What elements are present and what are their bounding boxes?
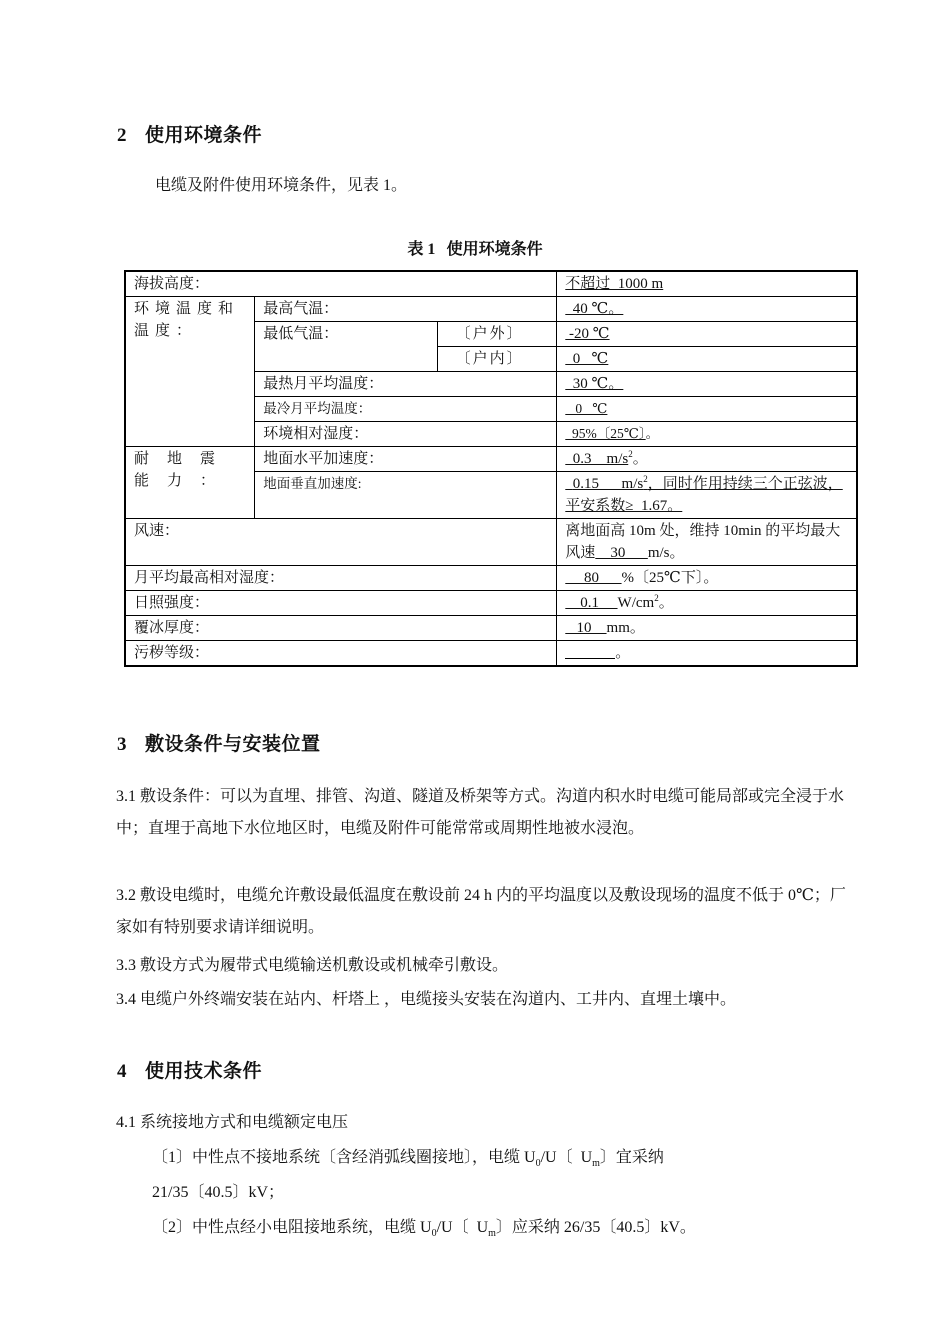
table-cell: 95%〔25℃〕。 (557, 422, 857, 447)
paragraph-3-3: 3.3 敷设方式为履带式电缆输送机敷设或机械牵引敷设。 (116, 957, 509, 974)
table-cell: 月平均最高相对湿度： (125, 566, 557, 591)
table-cell: 〔户内〕 (437, 347, 557, 372)
paragraph-3-2: 3.2 敷设电缆时，电缆允许敷设最低温度在敷设前 24 h 内的平均温度以及敷设现场的温度不低于 0℃；厂家如有特别要求请详细说明。 (116, 887, 846, 936)
blank-underline (565, 644, 615, 659)
table-row (125, 641, 857, 667)
table-row (125, 519, 857, 566)
table-cell: 污秽等级： (125, 641, 557, 667)
section-2-heading: 2 使用环境条件 (117, 124, 263, 146)
list-item: 〔1〕中性点不接地系统〔含经消弧线圈接地〕，电缆 $U_0/U$〔 $U_m$〕宜采纳 (152, 1149, 664, 1170)
table-cell: 环境相对湿度： (255, 422, 557, 447)
table-cell: 0.1 $W/cm^2$。 (557, 591, 857, 616)
table-cell: 离地面高 10m 处，维持 10min 的平均最大风速 30 m/s。 (557, 519, 857, 566)
table-cell: 耐地震能力： (125, 447, 255, 519)
table-caption: 表 1 使用环境条件 (407, 239, 543, 258)
table-row (125, 591, 857, 616)
section-3-heading: 3 敷设条件与安装位置 (117, 733, 321, 755)
table-cell: 不超过 1000 m (557, 271, 857, 297)
table-cell: 10 mm。 (557, 616, 857, 641)
table-cell: 最高气温： (255, 297, 557, 322)
table-cell: 。 (557, 641, 857, 667)
table-row (125, 297, 857, 322)
table-cell: 0.3 $m/s^2$。 (557, 447, 857, 472)
table-cell: 最冷月平均温度： (255, 397, 557, 422)
table-cell: 0.15 $m/s^2$，同时作用持续三个正弦波，平安系数≥ 1.67。 (557, 472, 857, 519)
table-cell: 最热月平均温度： (255, 372, 557, 397)
table-cell: 0 ℃ (557, 397, 857, 422)
paragraph-3-4: 3.4 电缆户外终端安装在站内、杆塔上 ，电缆接头安装在沟道内、工井内、直埋土壤中。 (116, 991, 737, 1008)
table-cell: 海拔高度： (125, 271, 557, 297)
table-row (125, 616, 857, 641)
section-4-heading: 4 使用技术条件 (117, 1060, 263, 1082)
table-cell: 0 ℃ (557, 347, 857, 372)
table-cell: 地面垂直加速度: (255, 472, 557, 519)
table-row (125, 566, 857, 591)
intro-paragraph: 电缆及附件使用环境条件，见表 1。 (155, 177, 408, 194)
paragraph-3-1: 3.1 敷设条件：可以为直埋、排管、沟道、隧道及桥架等方式。沟道内积水时电缆可能局部或完全浸于水中；直埋于高地下水位地区时，电缆及附件可能常常或周期性地被水浸泡。 (116, 788, 845, 837)
table-row (125, 271, 857, 297)
table-cell: 80 %〔25℃下〕。 (557, 566, 857, 591)
list-item: 〔2〕中性点经小电阻接地系统，电缆 $U_0/U$〔 $U_m$〕应采纳 26/35〔40.5〕kV。 (152, 1219, 696, 1240)
table-cell: 最低气温： (255, 322, 437, 372)
environment-table (124, 270, 858, 667)
table-cell: 30 ℃。 (557, 372, 857, 397)
table-cell: 地面水平加速度： (255, 447, 557, 472)
table-cell: -20 ℃ (557, 322, 857, 347)
table-cell: 〔户外〕 (437, 322, 557, 347)
table-cell: 日照强度： (125, 591, 557, 616)
list-item-continuation: 21/35〔40.5〕kV； (152, 1184, 285, 1201)
table-cell: 40 ℃。 (557, 297, 857, 322)
table-cell: 风速： (125, 519, 557, 566)
table-cell: 环境温度和温度： (125, 297, 255, 447)
paragraph-4-1: 4.1 系统接地方式和电缆额定电压 (116, 1114, 349, 1131)
table-cell: 覆冰厚度： (125, 616, 557, 641)
table-row (125, 447, 857, 472)
